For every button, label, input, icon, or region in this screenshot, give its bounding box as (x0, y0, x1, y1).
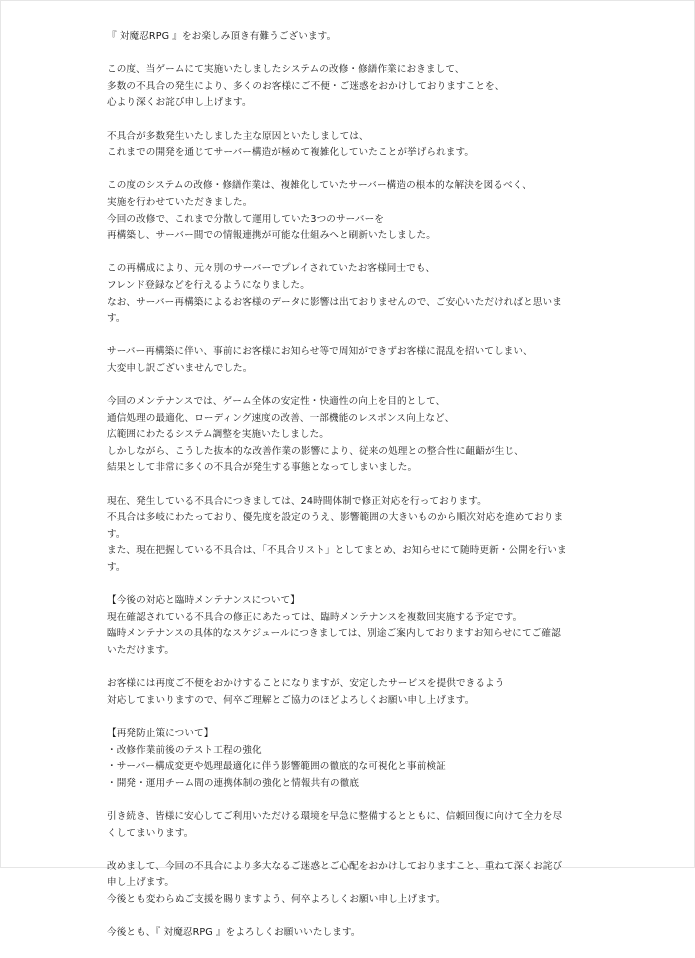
notice-line: 申し上げます。 (107, 877, 175, 889)
notice-paragraph (107, 859, 597, 909)
notice-line: す。 (107, 562, 126, 573)
notice-line: フレンド登録などを行えるようになりました。 (107, 279, 310, 291)
notice-line: 多数の不具合の発生により、多くのお客様にご不便・ご迷惑をおかけしておりますことを、 (107, 80, 505, 92)
notice-paragraph (107, 676, 597, 709)
notice-line: お客様には再度ご不便をおかけすることになりますが、安定したサービスを提供できるよう (107, 678, 505, 690)
notice-line: 【再発防止策について】 (107, 727, 214, 739)
notice-line: ・改修作業前後のテスト工程の強化 (107, 744, 262, 756)
notice-line: 引き続き、皆様に安心してご利用いただける環境を早急に整備するとともに、信頼回復に向けて全力を尽 (107, 810, 563, 822)
notice-line: 対応してまいりますので、何卒ご理解とご協力のほどよろしくお願い申し上げます。 (107, 694, 475, 706)
notice-line: なお、サーバー再構築によるお客様のデータに影響は出ておりませんので、ご安心いただければと思いま (107, 296, 562, 308)
notice-paragraph (107, 925, 597, 942)
notice-line: す。 (107, 313, 126, 325)
notice-line: 不具合が多数発生いたしました主な原因といたしましては、 (107, 130, 369, 142)
notice-line: 不具合は多岐にわたっており、優先度を設定のうえ、影響範囲の大きいものから順次対応を進めておりま (107, 512, 564, 524)
notice-paragraph (107, 261, 597, 327)
notice-paragraph (107, 62, 597, 112)
notice-line: しかしながら、こうした抜本的な改善作業の影響により、従来の処理との整合性に齟齬が生じ、 (107, 445, 524, 457)
notice-paragraph (107, 129, 597, 162)
notice-line: 【今後の対応と臨時メンテナンスについて】 (107, 595, 300, 607)
notice-line: この度のシステムの改修・修繕作業は、複雑化していたサーバー構造の根本的な解決を図るべく、 (107, 180, 532, 192)
notice-line: 広範囲にわたるシステム調整を実施いたしました。 (107, 429, 329, 441)
notice-line: この再構成により、元々別のサーバーでプレイされていたお客様同士でも、 (107, 263, 436, 275)
notice-paragraph (107, 394, 597, 477)
notice-line: 現在、発生している不具合につきましては、24時間体制で修正対応を行っております。 (107, 495, 487, 507)
notice-paragraph (107, 726, 597, 792)
notice-line: 再構築し、サーバー間での情報連携が可能な仕組みへと刷新いたしました。 (107, 230, 436, 242)
notice-paragraph (107, 178, 597, 244)
notice-line: 今後とも変わらぬご支援を賜りますよう、何卒よろしくお願い申し上げます。 (107, 893, 446, 905)
notice-line: 実施を行わせていただきました。 (107, 196, 253, 208)
notice-paragraph (107, 809, 597, 842)
notice-line: 今回の改修で、これまで分散して運用していた3つのサーバーを (107, 213, 384, 225)
notice-line: くしてまいります。 (107, 827, 194, 839)
notice-line: これまでの開発を通じてサーバー構造が極めて複雑化していたことが挙げられます。 (107, 147, 475, 159)
notice-paragraph (107, 344, 597, 377)
notice-line: 結果として非常に多くの不具合が発生する事態となってしまいました。 (107, 462, 418, 474)
notice-line: 通信処理の最適化、ローディング速度の改善、一部機能のレスポンス向上など、 (107, 412, 455, 424)
notice-line: 現在確認されている不具合の修正にあたっては、臨時メンテナンスを複数回実施する予定です。 (107, 611, 523, 623)
notice-line: ・開発・運用チーム間の連携体制の強化と情報共有の徹底 (107, 777, 360, 789)
notice-line: 『 対魔忍RPG 』をお楽しみ頂き有難うございます。 (107, 31, 337, 42)
notice-body (107, 29, 597, 958)
notice-line: 今後とも、『 対魔忍RPG 』をよろしくお願いいたします。 (107, 927, 361, 939)
notice-line: 大変申し訳ございませんでした。 (107, 362, 253, 374)
notice-line: ・サーバー構成変更や処理最適化に伴う影響範囲の徹底的な可視化と事前検証 (107, 761, 446, 773)
notice-line: 心より深くお詫び申し上げます。 (107, 97, 252, 109)
notice-line: また、現在把握している不具合は、「不具合リスト」としてまとめ、お知らせにて随時更新・公開を行いま (107, 545, 567, 557)
notice-paragraph (107, 593, 597, 659)
notice-line: いただけます。 (107, 644, 175, 656)
notice-line: 臨時メンテナンスの具体的なスケジュールにつきましては、別途ご案内しておりますお知らせにてご確認 (107, 628, 561, 640)
notice-line: サーバー再構築に伴い、事前にお客様にお知らせ等で周知ができずお客様に混乱を招いてしまい、 (107, 346, 533, 358)
notice-line: この度、当ゲームにて実施いたしましたシステムの改修・修繕作業におきまして、 (107, 64, 465, 76)
notice-line: 今回のメンテナンスでは、ゲーム全体の安定性・快適性の向上を目的として、 (107, 396, 446, 408)
notice-paragraph (107, 494, 597, 577)
notice-paragraph (107, 29, 597, 46)
notice-line: す。 (107, 528, 126, 540)
notice-line: 改めまして、今回の不具合により多大なるご迷惑とご心配をおかけしておりますこと、重ねて深くお詫び (107, 860, 563, 872)
